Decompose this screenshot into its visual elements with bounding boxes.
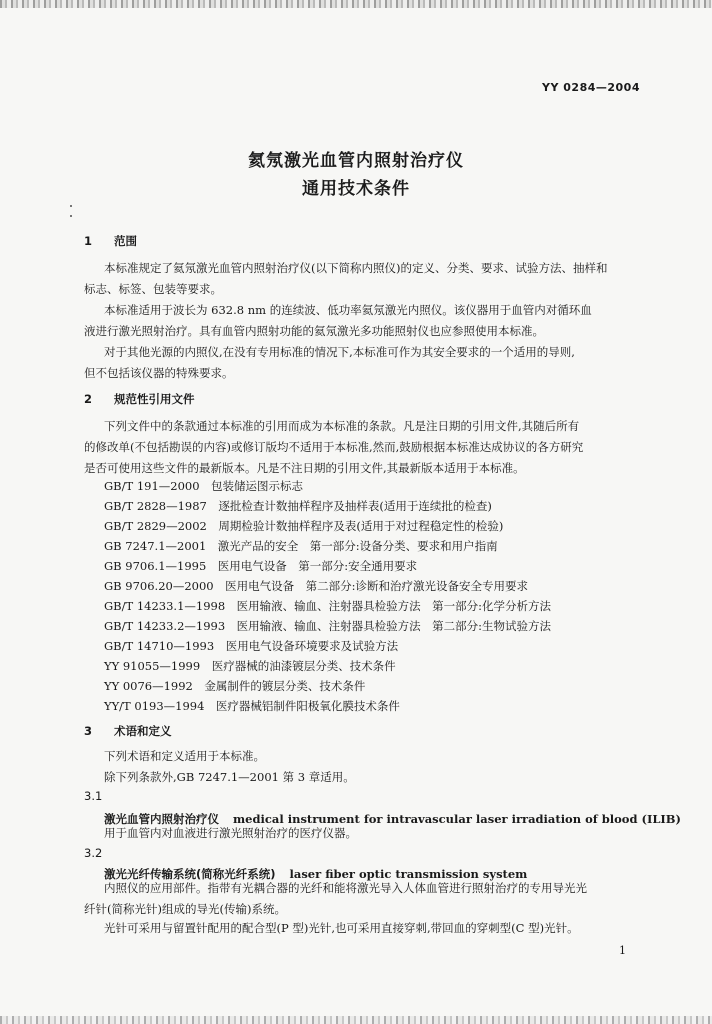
section-3-paragraph: 下列术语和定义适用于本标准。 — [104, 749, 265, 763]
section-3-paragraph: 除下列条款外,GB 7247.1—2001 第 3 章适用。 — [104, 770, 355, 784]
standard-number: YY 0284—2004 — [542, 81, 640, 94]
term-chinese: 激光血管内照射治疗仪 — [104, 812, 219, 826]
reference-item: GB 9706.1—1995 医用电气设备 第一部分:安全通用要求 — [104, 559, 418, 573]
reference-item: GB 7247.1—2001 激光产品的安全 第一部分:设备分类、要求和用户指南 — [104, 539, 498, 553]
reference-item: GB/T 14710—1993 医用电气设备环境要求及试验方法 — [104, 639, 399, 653]
section-2-paragraph: 下列文件中的条款通过本标准的引用而成为本标准的条款。凡是注日期的引用文件,其随后所有 — [104, 419, 580, 433]
clause-number: 3.1 — [84, 789, 103, 803]
term-definition: 纤针(简称光针)组成的导光(传输)系统。 — [84, 902, 286, 916]
scan-speck — [70, 215, 72, 217]
section-2-heading: 2 规范性引用文件 — [84, 392, 195, 406]
scan-speck — [70, 205, 72, 207]
section-2-paragraph: 是否可使用这些文件的最新版本。凡是不注日期的引用文件,其最新版本适用于本标准。 — [84, 461, 525, 475]
section-2-paragraph: 的修改单(不包括勘误的内容)或修订版均不适用于本标准,然而,鼓励根据本标准达成协议的各方研究 — [84, 440, 584, 454]
section-1-paragraph: 本标准适用于波长为 632.8 nm 的连续波、低功率氦氖激光内照仪。该仪器用于血管内对循环血 — [104, 303, 592, 317]
scan-edge-bottom — [0, 1016, 712, 1024]
term-definition: 内照仪的应用部件。指带有光耦合器的光纤和能将激光导入人体血管进行照射治疗的专用导光光 — [104, 881, 587, 895]
title-line-1: 氦氖激光血管内照射治疗仪 — [248, 151, 464, 171]
section-1-heading: 1 范围 — [84, 234, 137, 248]
clause-number: 3.2 — [84, 846, 103, 860]
reference-item: GB/T 14233.2—1993 医用输液、输血、注射器具检验方法 第二部分:生物试验方法 — [104, 619, 552, 633]
section-1-paragraph: 液进行激光照射治疗。具有血管内照射功能的氦氖激光多功能照射仪也应参照使用本标准。 — [84, 324, 544, 338]
scan-edge-top — [0, 0, 712, 8]
reference-item: GB 9706.20—2000 医用电气设备 第二部分:诊断和治疗激光设备安全专用要求 — [104, 579, 528, 593]
reference-item: YY 91055—1999 医疗器械的油漆镀层分类、技术条件 — [104, 659, 396, 673]
page-number: 1 — [619, 944, 626, 957]
title-line-2: 通用技术条件 — [302, 179, 410, 199]
section-1-paragraph: 本标准规定了氦氖激光血管内照射治疗仪(以下简称内照仪)的定义、分类、要求、试验方法、抽样和 — [104, 261, 608, 275]
reference-item: GB/T 191—2000 包装储运图示标志 — [104, 479, 304, 493]
reference-item: GB/T 2829—2002 周期检验计数抽样程序及表(适用于对过程稳定性的检验) — [104, 519, 504, 533]
section-1-paragraph: 标志、标签、包装等要求。 — [84, 282, 222, 296]
section-3-heading: 3 术语和定义 — [84, 724, 172, 738]
reference-item: GB/T 14233.1—1998 医用输液、输血、注射器具检验方法 第一部分:化学分析方法 — [104, 599, 552, 613]
term-definition: 光针可采用与留置针配用的配合型(P 型)光针,也可采用直接穿刺,带回血的穿刺型(C 型)光针。 — [104, 921, 579, 935]
reference-item: YY 0076—1992 金属制件的镀层分类、技术条件 — [104, 679, 366, 693]
term-definition: 用于血管内对血液进行激光照射治疗的医疗仪器。 — [104, 826, 357, 840]
term-english: laser fiber optic transmission system — [289, 867, 528, 881]
reference-item: YY/T 0193—1994 医疗器械铝制件阳极氧化膜技术条件 — [104, 699, 400, 713]
term-chinese: 激光光纤传输系统(简称光纤系统) — [104, 867, 276, 881]
term-english: medical instrument for intravascular laser irradiation of blood (ILIB) — [233, 812, 681, 826]
reference-item: GB/T 2828—1987 逐批检查计数抽样程序及抽样表(适用于连续批的检查) — [104, 499, 492, 513]
section-1-paragraph: 但不包括该仪器的特殊要求。 — [84, 366, 234, 380]
section-1-paragraph: 对于其他光源的内照仪,在没有专用标准的情况下,本标准可作为其安全要求的一个适用的导则, — [104, 345, 575, 359]
